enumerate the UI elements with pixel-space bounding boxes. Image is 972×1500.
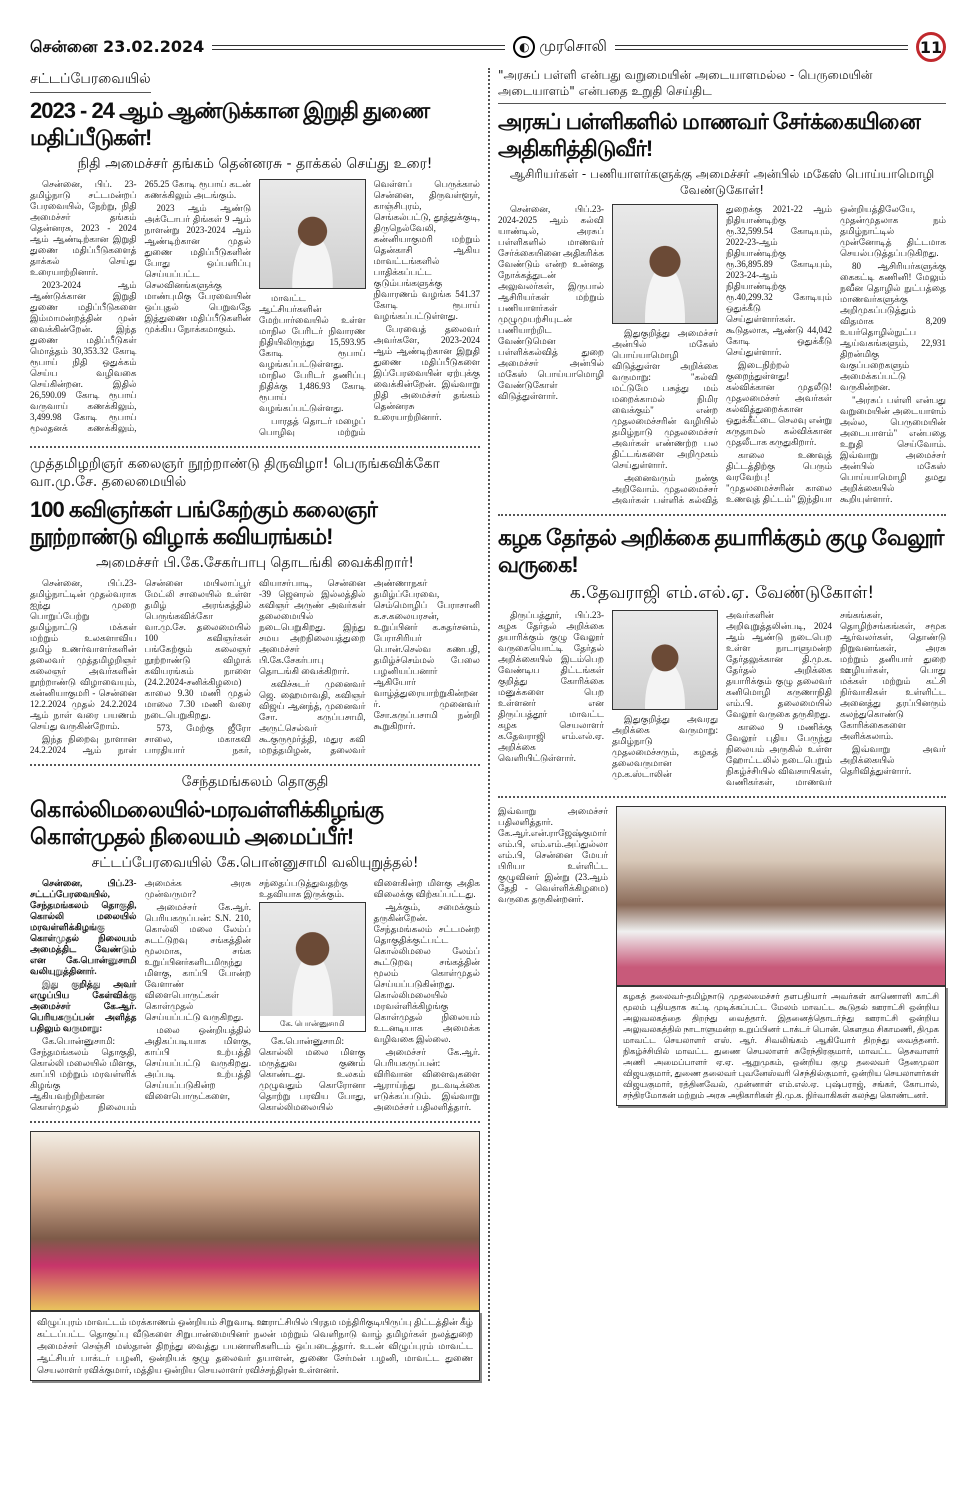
paragraph: திருப்பத்தூர், பிப்.23- கழக தேர்தல் அறிக்கை தயாரிக்கும் குழு வேலூர் வருகையொட்டி தேர்தல் அறிக்கையில் இடம்பெற வேண்டிய திட்டங்கள் குறித்து கோரிக்கை மனுக்களை பெற உள்ளனர் என திருப்பத்தூர் மாவட்ட கழக செயலாளர் க.தேவராஜி எம்.எல்.ஏ. அறிக்கை வெளியிட்டுள்ளார். (498, 610, 604, 763)
page-number: 11 (916, 32, 946, 62)
article-manifesto-committee (498, 524, 946, 798)
kicker: முத்தமிழறிஞர் கலைஞர் நூற்றாண்டு திருவிழா! பெருங்கவிக்கோ வா.மு.சே. தலைமையில் (30, 456, 440, 490)
paragraph: ஆக்கும், சமைக்கும் தருகின்றேன். சேந்தமங்கலம் சட்டமன்ற தொகுதிக்குட்பட்ட கொல்லிமலை லேம்ப் கூட்டுறவு சங்கத்தின் மூலம் கொள்முதல் செய்யப்படுகின்றது. கொல்லிமலையில் மரவள்ளிக்கிழங்கு கொள்முதல் நிலையம் உடனடியாக அமைக்க வழிவகை இல்லை. (373, 902, 480, 1044)
paragraph: அனைவரும் நன்கு அறிவோம். முதலமைச்சர் அவர்கள் பள்ளிக் கல்வித் துறைக்கு 2021-22 ஆம் நிதியாண்டிற்கு ரூ.32,599.54 கோடியும், 2022-23-ஆம் நிதியாண்டிற்கு ரூ.36,895.89 கோடியும், 2023-24-ஆம் நிதியாண்டிற்கு ரூ.40,299.32 கோடியும் ஒதுக்கீடு செய்துள்ளார்கள். கூடுதலாக, ஆண்டு 44,042 கோடி ஒதுக்கீடு செய்துள்ளார். (612, 204, 832, 505)
article-body (498, 204, 946, 506)
drum-logo-icon: ◐ (513, 36, 535, 58)
paragraph: மலை ஒன்றியத்தில் அதிகப்படியாக மிளகு, காப்பி உற்பத்தி செய்யப்பட்டு வருகிறது. அப்படி உற்பத்தி செய்யப்படுகின்ற விளைபொருட்களை, சந்தைப்படுத்துவதற்கு உதவியாக இருக்கும். (144, 878, 348, 1101)
header-rule (212, 45, 505, 50)
photo-section (30, 1131, 480, 1381)
paragraph: 80 ஆசிரியர்களுக்கு கைகட்டி கணினி! மேலும் நவீன தொழில் நுட்பத்தை மாணவர்களுக்கு அறிமுகப்படுத்தும் விதமாக 8,209 உயர்தொழில்நுட்ப ஆய்வகங்களும், 22,931 திறன்மிகு வகுப்பறைகளும் அமைக்கப்பட்டு வருகின்றன. (840, 261, 946, 392)
paragraph: இவ்வாறு அமைச்சர் பதிலளித்தார். கே.ஆர்.என்.ராஜேஷ்குமார் எம்.பி, எம்.எம்.அப்துல்லா எம்.பி, சென்னை மேயர் பிரியா உள்ளிட்ட குழுவினர் இன்று (23.ஆம் தேதி - வெள்ளிக்கிழமை) வருகை தருகின்றனர். (498, 806, 608, 904)
kicker: சேந்தமங்கலம் தொகுதி (181, 774, 329, 790)
paragraph: அமைச்சர் கே.ஆர். பெரியகருப்பன்: விரிவான விளைவுகளை ஆராய்ந்து நடவடிக்கை எடுக்கப்படும். இவ்வாறு அமைச்சர் பதிலளித்தார். (373, 1047, 480, 1112)
paragraph: கே.பொன்னுசாமி: கொல்லி மலை மிளகு மருத்துவ குணம் கொண்டது. உலகம் முழுவதும் கொரோனா தொற்று பரவிய போது, கொல்லிமலையில் விளைகின்ற மிளகு அதிக விலைக்கு விற்கப்பட்டது. (259, 878, 480, 1112)
portrait (281, 207, 344, 288)
photo-section (498, 806, 946, 1106)
paragraph: 2023 ஆம் ஆண்டு அக்டோபர் திங்கள் 9 ஆம் நாளன்று 2023-2024 ஆம் ஆண்டிற்கான முதல் துணை மதிப்பீடுகளின் போது ஒப்பளிப்பு செய்யப்பட்ட செலவினங்களுக்கு மாண்புமிகு பேரவையின் ஒப்புதல் பெறுவதே இத்துணை மதிப்பீடுகளின் முக்கிய நோக்கமாகும். (144, 203, 251, 334)
article-body (30, 578, 480, 756)
paragraph: பேரவைத் தலைவர் அவர்களே, 2023-2024 ஆம் ஆண்டிற்கான இறுதி துணை மதிப்பீடுகளை இப்பேரவையின் ஏற்புக்கு வைக்கின்றேன். இவ்வாறு நிதி அமைச்சர் தங்கம் தென்னரசு உரையாற்றினார். (373, 324, 480, 422)
right-column (488, 68, 946, 1381)
headline: கொல்லிமலையில்-மரவள்ளிக்கிழங்கு கொள்முதல் நிலையம் அமைப்பீர்! (30, 797, 384, 849)
paragraph: இது குறித்து அவர் எழுப்பிய கேள்விக்கு அமைச்சர் கே.ஆர். பெரியகருப்பன் அளித்த பதிலும் வருமாறு: (30, 979, 137, 1033)
paper-name: முரசொலி (539, 37, 607, 55)
article-body (30, 878, 480, 1113)
headline: 2023 - 24 ஆம் ஆண்டுக்கான இறுதி துணை மதிப்பீடுகள்! (30, 98, 430, 150)
paragraph: அமைச்சர் கே.ஆர். பெரியகருப்பன்: S.N. 210, கொல்லி மலை லேம்ப் சுடட்டுறவு சங்கத்தின் மூலமாக, சங்க உறுப்பினர்களிடமிருந்து மிளகு, காப்பி போன்ற வேளாண் விளைபொருட்கள் கொள்முதல் செய்யப்பட்டு வருகிறது. (144, 902, 251, 1022)
article-supplementary-estimates (30, 68, 480, 448)
paragraph: சென்னை, பிப். 23- தமிழ்நாடு சட்டமன்றப் பேரவையில், நேற்று, நிதி அமைச்சர் தங்கம் தென்னரசு, 2023 - 2024 ஆம் ஆண்டிற்கான இறுதி துணை மதிப்பீடுகளைத் தாக்கல் செய்து உரையாற்றினார். (30, 179, 137, 277)
article-continuation (498, 806, 608, 1106)
paragraph: காலை 9 மணிக்கு வேலூர் புதிய பேருந்து நிலையம் அருகில் உள்ள ஹோட்டலில் நடைபெறும் நிகழ்ச்சியில் விவசாயிகள், வணிகர்கள், மாணவர் சங்கங்கள், தொழிற்சங்கங்கள், சமூக ஆர்வலர்கள், தொண்டு நிறுவனங்கள், அரசு மற்றும் தனியார் துறை ஊழியர்கள், பொது மக்கள் மற்றும் கட்சி நிர்வாகிகள் உள்ளிட்ட அனைத்து தரப்பினரும் கலந்துகொண்டு கோரிக்கைகளை அளிக்கலாம். (726, 610, 946, 787)
paragraph: மாவட்ட ஆட்சியர்களின் மேற்பார்வையில் உள்ள மாநில பேரிடர் நிவாரண நிதியிலிருந்து 15,593.95 கோடி ரூபாய் வழங்கப்பட்டுள்ளது. மாநில பேரிடர் தணிப்பு நிதிக்கு 1,486.93 கோடி ரூபாய் வழங்கப்பட்டுள்ளது. (259, 293, 366, 413)
page-columns (30, 68, 946, 1381)
housing-handover-photo (30, 1131, 480, 1311)
paragraph: பாரதத் தொடர் மழைப் பொழிவு மற்றும் வெள்ளப் பெருக்கால் சென்னை, திருவள்ளூர், காஞ்சிபுரம், செங்கல்பட்டு, தூத்துக்குடி, திருநெல்வேலி, கன்னியாகுமரி மற்றும் தென்காசி ஆகிய மாவட்டங்களில் பாதிக்கப்பட்ட குடும்பங்களுக்கு நிவாரணம் வழங்க 541.37 கோடி ரூபாய் வழங்கப்பட்டுள்ளது. (259, 179, 480, 437)
kicker: சட்டப்பேரவையில் (30, 71, 151, 93)
article-poets-meet (30, 456, 480, 766)
portrait (634, 235, 696, 324)
photo-caption: கழகத் தலைவர்-தமிழ்நாடு முதலமைச்சர் தளபதியார் அவர்கள் காணொளி காட்சி மூலம் புதியதாக கட்டி முடிக்கப்பட்ட மேலம் மாவட்ட கூடுதல் ஊராட்சி ஒன்றிய அலுவலகத்தை திறந்து வைத்தார். இதனைத்தொடர்ந்து ஊராட்சி ஒன்றிய அலுவலகத்தில் நாடாளுமன்ற உறுப்பினர் டாக்டர் பொன். கௌதம சிகாமணி, திமுக மாவட்ட செயலாளர் எஸ். ஆர். சிவலிங்கம் ஆகியோர் திறந்து வைத்தனர். நிகழ்ச்சியில் மாவட்ட துணை செயலாளர் சுரேந்திரகுமார், மாவட்ட தெசவாளர் அணி அமைப்பாளர் ஏ.ஏ. ஆறுமுகம், ஒன்றிய குழு தலைவர் தேனமுலா விஜயகுமார், துணை தலைவர் புவனேஸ்வரி செந்தில்குமார், ஒன்றிய செயலாளர்கள் விஜயகுமார், ரத்தினவேல், முன்னாள் எம்.எல்.ஏ. புஷ்பராஜ், சங்கர், கோபால், சந்திரமோகன் மற்றும் அரசு அதிகாரிகள் தி.மு.க. நிர்வாகிகள் கலந்து கொண்டனர். (616, 986, 946, 1106)
paragraph: காலை உணவுத் திட்டத்திற்கு பெரும் வரவேற்பு! "முதலமைச்சரின் காலை உணவுத் திட்டம்" இந்தியா ஒன்றியத்திலேயே, முதன்முதலாக நம் தமிழ்நாட்டில் முன்னோடித் திட்டமாக செயல்படுத்தப்படுகிறது. (726, 204, 946, 504)
photo-block (616, 806, 946, 1106)
kicker: "அரசுப் பள்ளி என்பது வறுமையின் அடையாளமல்ல - பெருமையின் அடையாளம்" என்பதை உறுதி செய்திட (498, 68, 946, 104)
article-body (30, 179, 480, 438)
masthead (513, 36, 607, 58)
paragraph: இதுகுறித்து அவரது அறிக்கை வருமாறு: தமிழ்நாடு முதலமைச்சரும், கழகத் தலைவருமான மு.க.ஸ்டாலின் அவர்களின் அறிவுறுத்தலின்படி, 2024 ஆம் ஆண்டு நடைபெற உள்ள நாடாளுமன்ற தேர்தலுக்கான தி.மு.க. தேர்தல் அறிக்கை தயாரிக்கும் குழு தலைவர் கனிமொழி கருணாநிதி எம்.பி. தலைமையில் வேலூர் வருகை தருகிறது. (612, 610, 832, 779)
paragraph: கவிச்சுடர் முனைவர் ஜெ. ஹைமாவதி, கவிஞர் விஜய் ஆனந்த், முனைவர் சோ. கருப்பசாமி, அருட்செல்வர் கூ.குருமூர்த்தி, மதுர கவி மறத்தமிழன், தலைவர் அண்ணாநகர் தமிழ்ப்பேரவை, செம்மொழிப் பேராசானி க.ச.கலையரசன், உறுப்பினர் க.சுதர்சனம், பேராசிரியர் பொன்.செல்வ கணபதி, தமிழ்ச்செம்மல் பேலை பழனியப்பனார் ஆகியோர் வாழ்த்துரையாற்றுகின்றனர். முனைவர் சோ.கருப்பசாமி நன்றி கூறுகிறார். (259, 578, 480, 755)
photo-caption: கே. பொன்னுசாமி (260, 1016, 365, 1031)
subheadline: ஆசிரியர்கள் - பணியாளர்களுக்கு அமைச்சர் அன்பில் மகேஸ் பொய்யாமொழி வேண்டுகோள்! (509, 167, 935, 197)
headline: அரசுப் பள்ளிகளில் மாணவர் சேர்க்கையினை அதிகரித்திடுவீர்! (498, 109, 920, 161)
paragraph: இந்த நிறைவு நாளான 24.2.2024 ஆம் நாள் சென்னை மயிலாப்பூர் மேட்லி சாலையில் உள்ள தமிழ் அரங்கத்தில் பெருங்கவிக்கோ வா.மு.சே. தலைமையில் 100 கவிஞர்கள் பங்கேற்கும் கலைஞர் நூற்றாண்டு விழாக் கவியரங்கம் நாளை (24.2.2024-சனிக்கிழமை) காலை 9.30 மணி முதல் மாலை 7.30 மணி வரை நடைபெறுகிறது. (30, 578, 251, 755)
portrait (281, 920, 344, 1016)
office-inauguration-photo (616, 806, 946, 986)
minister-photo (612, 204, 718, 324)
paragraph: இவ்வாறு அவர் அறிக்கையில் தெரிவித்துள்ளார். (840, 744, 946, 776)
article-school-admission (498, 68, 946, 516)
paragraph: இதுகுறித்து அமைச்சர் அன்பில் மகேஸ் பொய்யாமொழி விடுத்துள்ள அறிக்கை வருமாறு: "கல்வி மட்டுமே பசுத்து மம் மறைக்காமல் நிமிர வைக்கும்" என்ற முதலமைச்சரின் வழியில் தமிழ்நாடு முதலமைச்சர் அவர்கள் எண்ணற்ற பல திட்டங்களை அறிமுகம் செய்துள்ளார். (612, 328, 718, 470)
subheadline: அமைச்சர் பி.கே.சேகர்பாபு தொடங்கி வைக்கிறார்! (96, 555, 414, 571)
article-kollimalai (30, 774, 480, 1123)
article-body (498, 610, 946, 788)
subheadline: சட்டப்பேரவையில் கே.பொன்னுசாமி வலியுறுத்தல்! (91, 855, 419, 871)
paragraph: "அரசுப் பள்ளி என்பது வறுமையின் அடையாளம் அல்ல, பெருமையின் அடையாளம்" என்பதை உறுதி செய்வோம். இவ்வாறு அமைச்சர் அன்பில் மகேஸ் பொய்யாமொழி தமது அறிக்கையில் கூறியுள்ளார். (840, 395, 946, 504)
paragraph: கே.பொன்னுசாமி: சேந்தமங்கலம் தொகுதி, கொல்லி மலையில் மிளகு, காப்பி மற்றும் மரவள்ளிக் கிழங்கு ஆகியவற்றிற்கான கொள்முதல் நிலையம் அமைக்க அரசு முன்வருமா? (30, 878, 251, 1112)
subheadline: க.தேவராஜி எம்.எல்.ஏ. வேண்டுகோள்! (569, 583, 875, 603)
paragraph: 2023-2024 ஆம் ஆண்டுக்கான இறுதி துணை மதிப்பீடுகளை இம்மாமன்றத்தின் முன் வைக்கின்றேன். இந்த துணை மதிப்பீடுகள் மொத்தம் 30,353.32 கோடி ரூபாய் நிதி ஒதுக்கம் செய்ய வழிவகை செய்கின்றன. இதில் 26,590.09 கோடி ரூபாய் வருவாய் கணக்கிலும், 3,499.98 கோடி ரூபாய் மூலதனக் கணக்கிலும், 265.25 கோடி ரூபாய் கடன் கணக்கிலும் அடங்கும். (30, 179, 251, 433)
lead-paragraph: சென்னை, பிப்.23- சட்டப்பேரவையில், சேந்தமங்கலம் தொகுதி, கொல்லி மலையில் மரவள்ளிக்கிழங்கு கொள்முதல் நிலையம் அமைத்திட வேண்டும் என கே.பொன்னுசாமி வலியுறுத்தினார். (30, 878, 137, 976)
paragraph: இடைநிற்றல் குறைந்துள்ளது! கல்விக்கான முதலீடு! முதலமைச்சர் அவர்கள் கல்வித்துறைக்கான ஒதுக்கீட்டை செலவு என்று கருதாமல் கல்விக்கான முதலீடாக கருதுகிறார். (726, 360, 832, 447)
header-rule (615, 45, 908, 50)
mla-photo (259, 902, 366, 1032)
paragraph: 573, மேற்கு ஜீரோ சாலை, மகாகவி பாரதியார் நகர், வியாசர்பாடி, சென்னை -39 ஜெனரல் இல்லத்தில் கவிஞர் அருண் அவர்கள் தலைமையில் நடைபெறுகிறது. இந்து சமய அறநிலையத்துறை அமைச்சர் பி.கே.சேகர்பாபு தொடங்கி வைக்கிறார். (144, 578, 366, 755)
portrait (634, 636, 696, 710)
issue-date: சென்னை 23.02.2024 (30, 36, 205, 56)
paragraph: சென்னை, பிப்.23- 2024-2025 ஆம் கல்வி யாண்டில், அரசுப் பள்ளிகளில் மாணவர் சேர்க்கையினை அதிகரிக்க வேண்டும் என்ற உன்னத நோக்கத்துடன் அலுவலர்கள், இருபால் ஆசிரியர்கள் மற்றும் பணியாளர்கள் முழுமுயற்சியுடன் பணியாற்றிட வேண்டுமென பள்ளிக்கல்வித் துறை அமைச்சர் அன்பில் மகேஸ் பொய்யாமொழி வேண்டுகோள் விடுத்துள்ளார். (498, 204, 604, 401)
subheadline: நிதி அமைச்சர் தங்கம் தென்னரசு - தாக்கல் செய்து உரை! (77, 156, 433, 172)
photo-caption: விழுப்புரம் மாவட்டம் மரக்காணம் ஒன்றியம் சிறுவாடி ஊராட்சியில் பிரதம மந்திரிகுடியிருப்பு திட்டத்தின் கீழ் கட்டப்பட்ட தொகுப்பு வீடுகளை சிறுபான்மையினர் நலன் மற்றும் வெளிநாடு வாழ் தமிழர்கள் நலத்துறை அமைச்சர் செஞ்சி மஸ்தான் திறந்து வைத்து பயனாளிகளிடம் ஒப்படைத்தார். உடன் விழுப்புரம் மாவட்ட ஆட்சியர் பாக்டர் பழனி, ஒன்றியக் குழு தலைவர் தயாளன், துணை சேர்மன் பழனி, மாவட்ட துணை செயலாளர் ரவிக்குமார், மத்திய ஒன்றிய செயலாளர் ரவிச்சந்திரன் உள்ளனர். (30, 1311, 480, 1381)
page-header (30, 32, 946, 62)
photo-block (30, 1131, 480, 1381)
minister-photo (259, 179, 366, 289)
mla-photo (612, 610, 718, 710)
headline: கழக தேர்தல் அறிக்கை தயாரிக்கும் குழு வேலூர் வருகை! (498, 525, 944, 577)
left-column (30, 68, 480, 1381)
headline: 100 கவிஞர்கள் பங்கேற்கும் கலைஞர் நூற்றாண்டு விழாக் கவியரங்கம்! (30, 497, 377, 549)
paragraph: சென்னை, பிப்.23- தமிழ்நாட்டின் முதல்வராக ஐந்து முறை பொறுப்பேற்று தமிழ்நாட்டு மக்கள் மற்றும் உலகளாவிய தமிழ் உணர்வாளர்களின் தலைவர் முத்தமிழறிஞர் கலைஞர் அவர்களின் நூற்றாண்டு விழாவையும், கன்னியாகுமரி - சென்னை 12.2.2024 முதல் 24.2.2024 ஆம் நாள் வரை பயணம் செய்து வருகின்றோம். (30, 578, 137, 731)
